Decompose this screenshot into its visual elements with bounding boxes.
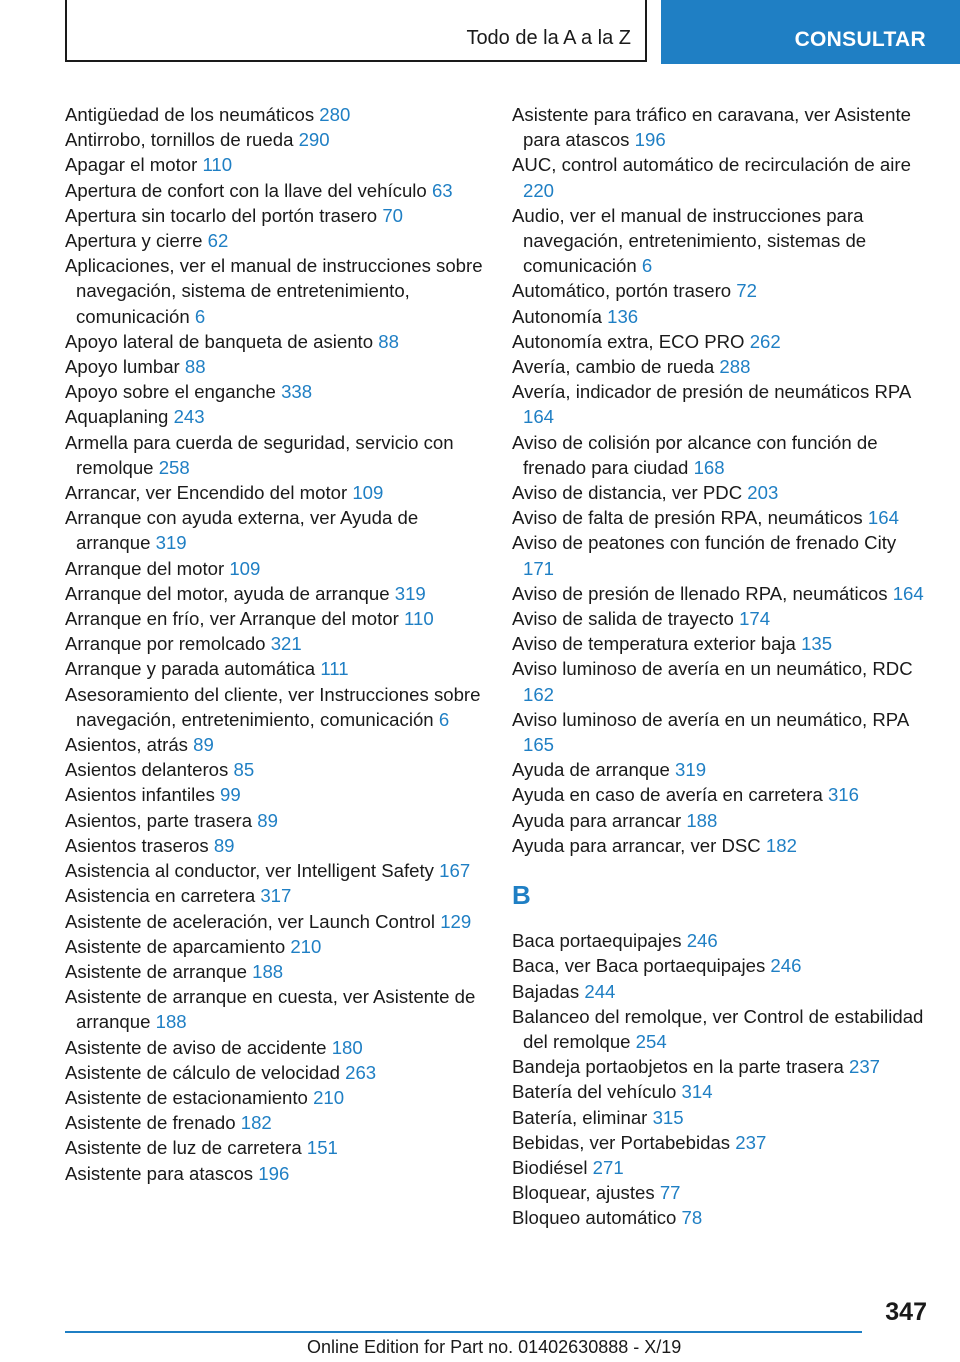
page-reference-link[interactable]: 99: [220, 784, 241, 806]
index-entry: [65, 404, 485, 429]
index-entry-term: Antigüedad de los neumáticos: [65, 104, 315, 125]
page-reference-link[interactable]: 196: [258, 1162, 290, 1184]
index-entry-term: Asistente de cálculo de velocidad: [65, 1061, 340, 1083]
index-entry: [512, 757, 932, 782]
index-entry-term: Aviso de salida de trayecto: [512, 608, 734, 630]
page-reference-link[interactable]: 254: [635, 1030, 667, 1052]
index-column-right: [512, 102, 932, 1231]
page-reference-link[interactable]: 136: [607, 305, 639, 327]
index-entry-term: Balanceo del remolque, ver Control de estabilidad del remolque: [512, 1005, 924, 1052]
page-reference-link[interactable]: 85: [233, 759, 255, 781]
index-entry: [65, 757, 485, 782]
page-reference-link[interactable]: 171: [523, 557, 555, 579]
index-entry: [65, 1060, 485, 1085]
index-entry-term: Asistente de arranque en cuesta, ver Asistente de arranque: [65, 986, 476, 1033]
index-entry: [65, 732, 485, 757]
index-entry: [512, 329, 932, 354]
page-reference-link[interactable]: 237: [848, 1056, 881, 1078]
index-group-a: [512, 102, 932, 858]
page-reference-link[interactable]: 262: [749, 330, 781, 352]
index-entry: [65, 354, 485, 379]
index-entry: [512, 581, 932, 606]
page-reference-link[interactable]: 243: [173, 406, 205, 428]
page-reference-link[interactable]: 319: [155, 532, 187, 554]
index-entry: [512, 782, 932, 807]
index-entry: [65, 203, 485, 228]
index-entry: [65, 782, 485, 807]
page-reference-link[interactable]: 338: [281, 381, 313, 403]
page-reference-link[interactable]: 164: [867, 507, 899, 529]
index-entry: [512, 1105, 932, 1130]
index-entry-term: Apoyo lumbar: [65, 356, 180, 378]
index-entry-term: Arranque en frío, ver Arranque del motor: [65, 608, 399, 630]
index-entry: [512, 102, 932, 152]
index-entry-term: Asistente de aceleración, ver Launch Control: [65, 910, 436, 932]
index-entry-term: Aviso de colisión por alcance con función de frenado para ciudad: [512, 431, 878, 478]
page-reference-link[interactable]: 258: [158, 456, 190, 478]
page-reference-link[interactable]: 129: [440, 910, 472, 932]
page-reference-link[interactable]: 164: [892, 582, 924, 604]
page-reference-link[interactable]: 321: [270, 633, 302, 655]
page-reference-link[interactable]: 244: [584, 980, 616, 1002]
page-reference-link[interactable]: 271: [592, 1156, 624, 1178]
index-entry: [512, 1205, 932, 1230]
index-entry-term: Aviso luminoso de avería en un neumático, RDC: [512, 658, 913, 680]
index-entry-term: Asistente de frenado: [65, 1112, 236, 1134]
tab-consultar-label: CONSULTAR: [794, 28, 926, 51]
index-entry: [65, 1161, 485, 1186]
index-entry: [65, 808, 485, 833]
index-entry: [65, 959, 485, 984]
index-entry-term: Arranque por remolcado: [65, 633, 266, 655]
index-entry: [65, 1085, 485, 1110]
page-number: 347: [885, 1298, 927, 1326]
footer-divider: [65, 1331, 862, 1333]
index-entry: [65, 556, 485, 581]
index-entry-term: Bloquear, ajustes: [512, 1182, 655, 1204]
index-entry-term: Asientos, parte trasera: [65, 809, 253, 831]
index-entry-term: Asistente de arranque: [65, 960, 247, 982]
page-reference-link[interactable]: 316: [827, 784, 859, 806]
index-entry: [65, 505, 485, 555]
index-entry: [512, 979, 932, 1004]
index-entry-term: Arranque del motor, ayuda de arranque: [65, 582, 390, 604]
page-reference-link[interactable]: 315: [652, 1106, 684, 1128]
page-reference-link[interactable]: 188: [686, 809, 718, 831]
index-entry: [65, 152, 485, 177]
index-entry-term: Arranque del motor: [65, 557, 225, 579]
index-entry: [512, 304, 932, 329]
page-reference-link[interactable]: 88: [184, 356, 206, 378]
index-entry: [512, 480, 932, 505]
index-entry: [65, 606, 485, 631]
page-reference-link[interactable]: 188: [252, 960, 284, 982]
index-entry: [512, 928, 932, 953]
index-entry-term: Asistente de luz de carretera: [65, 1137, 302, 1159]
index-entry-term: Aviso de presión de llenado RPA, neumáticos: [512, 582, 888, 604]
index-group-b: [512, 928, 932, 1230]
index-entry-term: Avería, indicador de presión de neumáticos RPA: [512, 381, 911, 403]
index-entry-term: Ayuda para arrancar, ver DSC: [512, 834, 761, 856]
index-entry-term: Batería, eliminar: [512, 1106, 648, 1128]
page-reference-link[interactable]: 6: [438, 708, 450, 730]
index-entry-term: Bajadas: [512, 980, 580, 1002]
index-entry-term: Aquaplaning: [65, 406, 169, 428]
page-reference-link[interactable]: 110: [202, 154, 233, 176]
index-entry-term: Automático, portón trasero: [512, 280, 732, 302]
index-entry: [65, 178, 485, 203]
index-entry: [512, 707, 932, 757]
index-entry-term: Asistente de estacionamiento: [65, 1086, 308, 1108]
index-entry: [512, 606, 932, 631]
index-entry-term: Apoyo lateral de banqueta de asiento: [65, 330, 374, 352]
index-entry-term: Asientos infantiles: [65, 784, 215, 806]
index-entry: [512, 152, 932, 202]
page-reference-link[interactable]: 246: [770, 955, 802, 977]
page-reference-link[interactable]: 110: [404, 608, 434, 630]
index-entry-term: Antirrobo, tornillos de rueda: [65, 129, 294, 151]
index-entry: [512, 1180, 932, 1205]
index-entry: [65, 581, 485, 606]
footer-edition-text: Online Edition for Part no. 01402630888 - X/19: [307, 1337, 682, 1357]
page-reference-link[interactable]: 319: [394, 582, 426, 604]
index-entry-term: Asistencia en carretera: [65, 885, 256, 907]
page-reference-link[interactable]: 263: [345, 1061, 377, 1083]
index-entry: [512, 656, 932, 706]
index-entry: [512, 354, 932, 379]
page-reference-link[interactable]: 210: [290, 935, 322, 957]
index-entry: [65, 631, 485, 656]
index-entry: [65, 858, 485, 883]
page-reference-link[interactable]: 182: [765, 834, 797, 856]
page-reference-link[interactable]: 210: [313, 1086, 345, 1108]
index-entry-term: Asientos, atrás: [65, 734, 188, 756]
index-entry: [512, 1004, 932, 1054]
page-reference-link[interactable]: 151: [306, 1137, 338, 1159]
index-entry-term: Arranque y parada automática: [65, 658, 316, 680]
index-entry: [65, 833, 485, 858]
index-entry: [512, 530, 932, 580]
index-entry: [512, 203, 932, 279]
page-reference-link[interactable]: 165: [523, 734, 555, 756]
index-entry: [65, 430, 485, 480]
page-reference-link[interactable]: 6: [641, 255, 653, 277]
index-entry-term: Ayuda de arranque: [512, 759, 670, 781]
page-reference-link[interactable]: 78: [681, 1207, 703, 1229]
index-entry-term: Aviso de falta de presión RPA, neumáticos: [512, 507, 863, 529]
page-reference-link[interactable]: 180: [331, 1036, 363, 1058]
index-entry: [65, 984, 485, 1034]
index-entry-term: Avería, cambio de rueda: [512, 356, 715, 378]
index-entry: [65, 1135, 485, 1160]
index-entry: [65, 127, 485, 152]
page-reference-link[interactable]: 135: [801, 633, 833, 655]
index-entry-term: Asistente de aviso de accidente: [65, 1036, 327, 1058]
index-column-left: [65, 102, 485, 1186]
page-reference-link[interactable]: 89: [193, 734, 214, 756]
index-entry: [65, 883, 485, 908]
index-entry-term: Audio, ver el manual de instrucciones para navegación, entretenimiento, sistemas de comunicación: [512, 204, 867, 277]
index-entry-term: Bloqueo automático: [512, 1207, 677, 1229]
index-entry-term: Aviso de temperatura exterior baja: [512, 633, 796, 655]
page-reference-link[interactable]: 72: [736, 280, 757, 302]
index-entry-term: Apertura y cierre: [65, 230, 203, 252]
tab-index-label: Todo de la A a la Z: [466, 27, 631, 49]
page-reference-link[interactable]: 168: [693, 456, 725, 478]
page-reference-link[interactable]: 167: [439, 860, 471, 882]
index-entry-term: Apertura sin tocarlo del portón trasero: [65, 204, 378, 226]
page-reference-link[interactable]: 89: [257, 809, 278, 831]
index-entry: [512, 808, 932, 833]
tab-consultar[interactable]: [661, 0, 960, 64]
index-entry-term: Arrancar, ver Encendido del motor: [65, 482, 348, 504]
index-entry-term: Aviso de peatones con función de frenado City: [512, 532, 897, 554]
index-entry-term: Asistente de aparcamiento: [65, 935, 286, 957]
page-reference-link[interactable]: 314: [681, 1081, 713, 1103]
index-entry: [65, 1110, 485, 1135]
index-entry: [65, 909, 485, 934]
page-reference-link[interactable]: 109: [352, 482, 384, 504]
index-entry: [512, 1079, 932, 1104]
index-entry-term: Asientos delanteros: [65, 759, 229, 781]
page-reference-link[interactable]: 109: [229, 557, 261, 579]
page-header: [0, 0, 960, 66]
page-reference-link[interactable]: 203: [747, 482, 779, 504]
index-entry-term: Asistente para tráfico en caravana, ver Asistente para atascos: [512, 104, 911, 151]
page-reference-link[interactable]: 319: [675, 759, 707, 781]
index-entry: [512, 1155, 932, 1180]
page-reference-link[interactable]: 280: [319, 104, 351, 125]
page-reference-link[interactable]: 220: [523, 179, 555, 201]
index-entry-term: Autonomía extra, ECO PRO: [512, 330, 745, 352]
index-entry-term: Asientos traseros: [65, 834, 209, 856]
page-reference-link[interactable]: 182: [240, 1112, 272, 1134]
index-entry-term: Asistente para atascos: [65, 1162, 254, 1184]
page-reference-link[interactable]: 196: [634, 129, 666, 151]
page-reference-link[interactable]: 62: [207, 230, 229, 252]
page-reference-link[interactable]: 246: [686, 930, 718, 952]
page-reference-link[interactable]: 237: [735, 1131, 767, 1153]
index-entry-term: Asistencia al conductor, ver Intelligent Safety: [65, 860, 434, 882]
page-reference-link[interactable]: 89: [213, 834, 235, 856]
index-entry-term: Apertura de confort con la llave del vehículo: [65, 179, 427, 201]
index-entry-term: Apagar el motor: [65, 154, 198, 176]
index-entry-term: Batería del vehículo: [512, 1081, 677, 1103]
index-entry: [65, 379, 485, 404]
index-entry-term: Apoyo sobre el enganche: [65, 381, 276, 403]
index-entry-term: Aplicaciones, ver el manual de instrucciones sobre navegación, sistema de entretenimiento, comunicación: [65, 255, 483, 327]
index-entry-term: Bebidas, ver Portabebidas: [512, 1131, 731, 1153]
index-entry-term: Ayuda para arrancar: [512, 809, 682, 831]
index-entry: [512, 833, 932, 858]
index-entry: [512, 1054, 932, 1079]
index-entry-term: Armella para cuerda de seguridad, servicio con remolque: [65, 431, 454, 478]
index-entry: [512, 953, 932, 978]
index-entry: [65, 253, 485, 329]
index-entry-term: AUC, control automático de recirculación de aire: [512, 154, 911, 176]
page-reference-link[interactable]: 77: [659, 1182, 681, 1204]
index-entry-term: Arranque con ayuda externa, ver Ayuda de arranque: [65, 507, 419, 554]
index-entry-term: Ayuda en caso de avería en carretera: [512, 784, 823, 806]
page-reference-link[interactable]: 317: [260, 885, 292, 907]
index-entry: [65, 480, 485, 505]
page-reference-link[interactable]: 88: [378, 330, 399, 352]
page-reference-link[interactable]: 6: [194, 305, 206, 327]
page-reference-link[interactable]: 164: [523, 406, 555, 428]
index-entry: [512, 1130, 932, 1155]
index-entry-term: Baca, ver Baca portaequipajes: [512, 955, 766, 977]
page-reference-link[interactable]: 70: [382, 204, 403, 226]
page-reference-link[interactable]: 63: [431, 179, 453, 201]
index-entry: [512, 631, 932, 656]
page-reference-link[interactable]: 174: [739, 608, 771, 630]
index-entry: [512, 278, 932, 303]
index-entry: [65, 682, 485, 732]
index-entry-term: Bandeja portaobjetos en la parte trasera: [512, 1056, 844, 1078]
index-entry: [512, 505, 932, 530]
index-entry-term: Aviso luminoso de avería en un neumático, RPA: [512, 708, 909, 730]
section-letter: B: [512, 880, 531, 911]
index-entry-term: Biodiésel: [512, 1156, 588, 1178]
page-reference-link[interactable]: 188: [155, 1011, 187, 1033]
index-entry-term: Asesoramiento del cliente, ver Instrucciones sobre navegación, entretenimiento, comunicación: [65, 683, 481, 730]
index-entry: [512, 379, 932, 429]
index-entry: [65, 228, 485, 253]
page-reference-link[interactable]: 288: [719, 356, 751, 378]
index-entry: [65, 329, 485, 354]
index-entry: [512, 430, 932, 480]
index-entry: [65, 656, 485, 681]
index-entry-term: Aviso de distancia, ver PDC: [512, 482, 743, 504]
page-reference-link[interactable]: 111: [320, 658, 349, 680]
index-entry: [65, 102, 485, 127]
index-entry: [65, 934, 485, 959]
index-entry-term: Autonomía: [512, 305, 602, 327]
index-entry-term: Baca portaequipajes: [512, 930, 682, 952]
tab-index-a-z[interactable]: [65, 0, 647, 62]
page-reference-link[interactable]: 162: [523, 683, 555, 705]
page-reference-link[interactable]: 290: [298, 129, 330, 151]
index-entry: [65, 1035, 485, 1060]
